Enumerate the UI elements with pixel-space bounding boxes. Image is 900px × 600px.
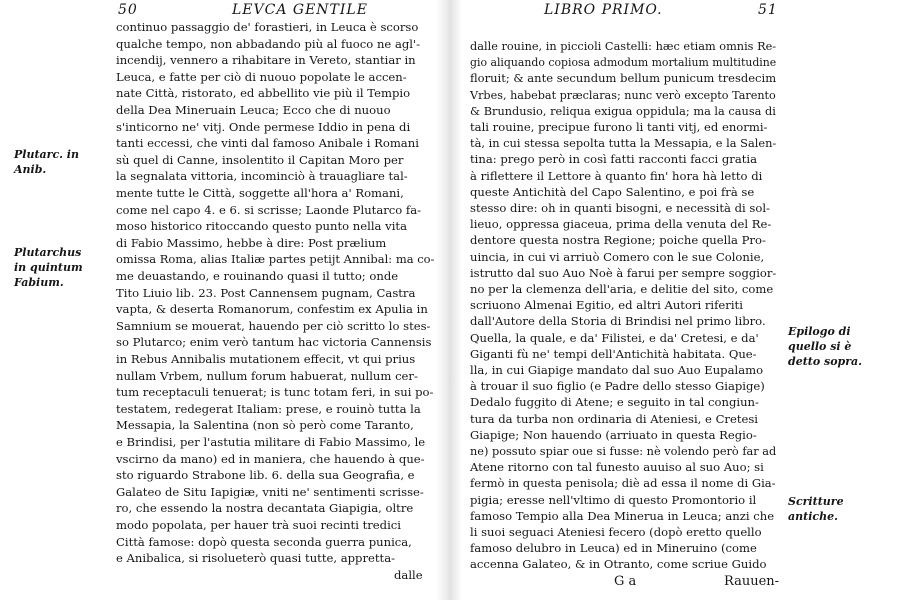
text-line: modo popolata, per hauer trà suoi recinti tredici xyxy=(116,518,401,532)
text-line: la segnalata vittoria, incominciò à trauagliare tal- xyxy=(116,169,408,184)
text-line: floruit; & ante secundum bellum punicum tresdecim xyxy=(470,71,777,86)
text-line: s'inticorno ne' vitj. Onde permese Iddio in pena di xyxy=(116,119,411,134)
text-line: no per la clemenza dell'aria, e delitie del sito, come xyxy=(470,282,774,296)
text-line: stesso dire: oh in quanti bisogni, e necessità di sol- xyxy=(470,201,770,215)
text-line: di Fabio Massimo, hebbe à dire: Post prælium xyxy=(116,235,387,250)
text-line: e Anibalica, si risolueterò quasi tutte, appretta- xyxy=(116,551,396,566)
text-line: accenna Galateo, & in Otranto, come scriue Guido xyxy=(470,557,767,572)
text-line: Giganti fù ne' tempi dell'Antichità habitata. Que- xyxy=(470,346,757,361)
right-page-body xyxy=(470,39,777,572)
text-line: Tito Liuio lib. 23. Post Cannensem pugnam, Castra xyxy=(116,285,416,300)
text-line: tura da turba non ordinaria di Ateniesi, e Cretesi xyxy=(470,411,759,426)
right-margin-note-2 xyxy=(788,494,844,524)
margin-note-line: Plutarchus xyxy=(14,246,82,259)
margin-note-line: Anib. xyxy=(14,163,47,176)
text-line: qualche tempo, non abbadando più al fuoco ne agl'- xyxy=(116,36,421,51)
left-page xyxy=(0,0,440,600)
text-line: mente tutte le Città, soggette all'hora a' Romani, xyxy=(116,186,404,200)
text-line: tina: prego però in così fatti racconti facci gratia xyxy=(470,152,758,167)
text-line: tà, in cui stessa sepolta tutta la Messapia, e la Salen- xyxy=(470,136,777,151)
text-line: famoso Tempio alla Dea Minerua in Leuca; anzi che xyxy=(470,508,775,523)
text-line: nullam Vrbem, nullum forum habuerat, nullum cer- xyxy=(116,368,418,383)
right-page-header xyxy=(462,2,900,24)
text-line: dalle rouine, in piccioli Castelli: hæc etiam omnis Re- xyxy=(470,39,777,53)
text-line: so Plutarco; enim verò tantum hac victoria Cannensis xyxy=(116,335,432,350)
right-page-footer xyxy=(462,574,900,594)
text-line: dentore questa nostra Regione; poiche quella Pro- xyxy=(470,233,766,248)
text-line: pigia; eresse nell'vltimo di questo Promontorio il xyxy=(470,492,757,507)
text-line: tali rouine, precipue furono li tanti vitj, ed enormi- xyxy=(470,120,768,134)
left-running-title: LEVCA GENTILE xyxy=(232,2,368,18)
text-line: Città famose: dopò questa seconda guerra punica, xyxy=(116,534,412,549)
text-line: à riflettere il Lettore à quanto fin' hora hà letto di xyxy=(470,168,763,183)
text-line: tanti eccessi, che vinti dal famoso Anibale i Romani xyxy=(116,136,419,151)
text-line: à trouar il suo figlio (e Padre dello stesso Giapige) xyxy=(470,379,765,394)
text-line: gio aliquando copiosa admodum mortalium multitudine xyxy=(470,55,777,70)
margin-note-line: in quintum xyxy=(14,261,83,274)
text-line: Atene ritorno con tal funesto auuiso al suo Auo; si xyxy=(470,460,764,475)
text-line: dall'Autore della Storia di Brindisi nel primo libro. xyxy=(470,314,766,329)
text-line: Samnium se mouerat, hauendo per ciò scritto lo stes- xyxy=(116,318,431,333)
text-line: & Brundusio, reliqua exigua oppidula; ma la causa di xyxy=(470,103,776,118)
right-running-title: LIBRO PRIMO. xyxy=(544,2,663,18)
right-margin-note-1 xyxy=(788,324,862,369)
left-page-body xyxy=(116,22,434,582)
margin-note-line: detto sopra. xyxy=(788,355,862,368)
text-line: e Brindisi, per l'astutia militare di Fabio Massimo, le xyxy=(116,435,426,449)
margin-note-line: quello si è xyxy=(788,340,852,353)
text-line: lla, in cui Giapige mandato dal suo Auo Eupalamo xyxy=(470,363,764,377)
text-line: Vrbes, habebat præclaras; nunc verò excepto Tarento xyxy=(470,87,776,102)
text-line: Leuca, e fatte per ciò di nuouo popolate le accen- xyxy=(116,69,407,84)
margin-note-line: Epilogo di xyxy=(788,325,851,338)
text-line: lieuo, oppressa giaceua, prima della venuta del Re- xyxy=(470,217,772,232)
catchword: Rauuen- xyxy=(724,574,780,589)
left-margin-note-2 xyxy=(14,245,83,290)
text-line: continuo passaggio de' forastieri, in Leuca è scorso xyxy=(116,20,419,34)
text-line: uincia, in cui vi arriuò Comero con le sue Colonie, xyxy=(470,249,765,264)
left-page-number: 50 xyxy=(118,2,138,18)
text-line: nate Città, ristorato, ed abbellito vie più il Tempio xyxy=(116,86,411,101)
text-line: omissa Roma, alias Italiæ partes petijt Annibal: ma co- xyxy=(116,252,435,267)
text-line: testatem, redegerat Italiam: prese, e rouinò tutta la xyxy=(116,401,421,416)
margin-note-line: Scritture xyxy=(788,495,844,508)
margin-note-line: Plutarc. in xyxy=(14,148,79,161)
text-line: Dedalo fuggito di Atene; e seguito in tal congiun- xyxy=(470,395,759,410)
text-line: ro, che essendo la nostra decantata Giapigia, oltre xyxy=(116,501,414,516)
right-page xyxy=(462,0,900,600)
text-line: fermò in questa penisola; diè ad essa il nome di Gia- xyxy=(470,476,776,491)
signature-mark: G a xyxy=(614,574,637,589)
text-line: Quella, la quale, e da' Filistei, e da' Cretesi, e da' xyxy=(470,330,759,345)
text-line: istrutto dal suo Auo Noè à farui per sempre soggior- xyxy=(470,265,777,280)
text-line: Galateo de Situ Iapigiæ, vniti ne' sentimenti scrisse- xyxy=(116,484,424,499)
text-line: scriuono Almenai Egitio, ed altri Autori riferiti xyxy=(470,298,743,313)
text-line: me deuastando, e rouinando quasi il tutto; onde xyxy=(116,269,399,283)
margin-note-line: antiche. xyxy=(788,510,838,523)
text-line: li suoi seguaci Ateniesi fecero (dopò eretto quello xyxy=(470,525,762,539)
left-margin-note-1 xyxy=(14,147,79,177)
text-line: Messapia, la Salentina (non sò però come Taranto, xyxy=(116,418,414,433)
margin-note-line: Fabium. xyxy=(14,276,64,289)
text-line catchword: dalle xyxy=(394,567,423,582)
text-line: queste Antichità del Capo Salentino, e poi frà se xyxy=(470,184,755,199)
text-line: ne) possuto spiar oue si fusse: nè volendo però far ad xyxy=(470,444,777,458)
text-line: famoso delubro in Leuca) ed in Mineruino (come xyxy=(470,541,757,556)
text-line: come nel capo 4. e 6. si scrisse; Laonde Plutarco fa- xyxy=(116,202,422,217)
text-line: vapta, & deserta Romanorum, confestim ex Apulia in xyxy=(116,302,428,317)
text-line: Giapige; Non hauendo (arriuato in questa Regio- xyxy=(470,427,757,442)
text-line: moso historico ritoccando questo punto nella vita xyxy=(116,219,407,234)
text-line: in Rebus Annibalis mutationem effecit, vt qui prius xyxy=(116,352,416,366)
text-line: incendij, vennero a rihabitare in Vereto, stantiar in xyxy=(116,53,416,68)
text-line: della Dea Mineruain Leuca; Ecco che di nuouo xyxy=(116,103,391,117)
text-line: tum receptaculi tenuerat; is tunc totam feri, in sui po- xyxy=(116,385,434,400)
text-line: sù quel di Canne, insolentito il Capitan Moro per xyxy=(116,152,404,167)
text-line: sto riguardo Strabone lib. 6. della sua Geografia, e xyxy=(116,468,415,483)
right-page-number: 51 xyxy=(758,2,778,18)
text-line: vscirno da mano) ed in maniera, che hauendo à que- xyxy=(116,451,425,466)
